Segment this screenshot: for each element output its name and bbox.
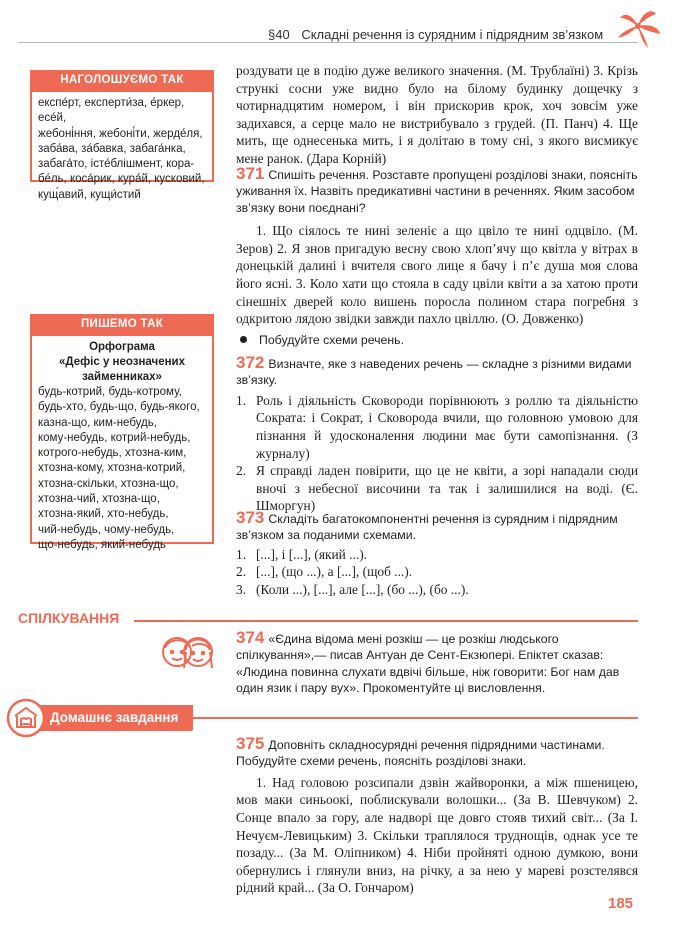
- exercise-task: Спишіть речення. Розставте пропущені розділові знаки, поясніть уживання їх. Назвіть предикативні частини в реченнях. Яким засобом зв’язку вони поєднані?: [236, 168, 638, 215]
- list-item: 1. Роль і діяльність Сковороди порівнюють з роллю та діяльністю Сократа: і Сократ, і Сковорода вчили, що головною умовою для пізнання й удосконалення людини має бути самопізнання. (З журналу): [236, 392, 638, 461]
- exercise-375: [236, 736, 638, 897]
- write-line: будь-котрий, будь-котрому,: [38, 386, 182, 398]
- write-line: будь-хто, будь-що, будь-якого,: [38, 401, 200, 414]
- exercise-number: 373: [236, 508, 265, 527]
- scheme-item: 2. [...], (що ...), а [...], (щоб ...).: [236, 564, 413, 580]
- write-line: казна-що, ким-небудь,: [38, 416, 157, 429]
- homework-rule: [193, 717, 638, 719]
- homework-title: Домашнє завдання: [50, 710, 179, 725]
- write-line: кому-небудь, котрий-небудь,: [38, 431, 191, 444]
- orfogram-title: Орфограма: [89, 341, 155, 353]
- orfogram-subtitle: «Дефіс у неозначених займенниках»: [58, 356, 186, 383]
- exercise-372: [236, 355, 638, 515]
- scheme-item: 3. (Коли ...), [...], але [...], (бо ...), (бо ...).: [236, 582, 469, 597]
- write-line: хтозна-кому, хтозна-котрий,: [38, 462, 186, 475]
- write-line: що-небудь, який-небудь: [38, 538, 166, 551]
- intro-text: роздувати це в подію дуже великого значення. (М. Трублаїні) 3. Крізь стрункі сосни уже видно було на білому будинку дощечку з чотирнадцятим номером, і він прискорив крок, хоч зовсім уже задихався, а серце мало не вистрибувало з грудей. (П. Панч) 4. Ще мить, ще однесенька мить, і я долітаю в тому сні, з якого висмикує мене ранок. (Дара Корній): [236, 63, 638, 166]
- communication-title: СПІЛКУВАННЯ: [18, 610, 120, 626]
- exercise-number: 371: [236, 164, 265, 183]
- write-line: котрого-небудь, хтозна-ким,: [38, 447, 187, 460]
- exercise-number: 372: [236, 353, 265, 372]
- bullet-icon: [240, 336, 247, 343]
- page-number: 185: [608, 895, 634, 912]
- exercise-text: 1. Над головою розсипали дзвін жайворонки, а між пшеницею, мов маки синьоокі, поблискували волошки... (За В. Шевчуком) 2. Сонце впало за гору, але надворі ще довго стояв тихий світ... (За І. Нечуєм-Левицьким) 3. Скільки траплялося труднощів, однак усе те позаду... (За М. Оліпником) 4. Ніби пройняті одною думкою, вони обернулись і глянули вниз, на річку, а за нею у мареві розстелявся рідний край... (За О. Гончаром): [236, 774, 638, 896]
- write-line: хтозна-який, хто-небудь,: [38, 508, 169, 521]
- list-item: 2. Я справді ладен повірити, що це не квіти, а зорі нападали сюди вночі з небесної височини та так і залишилися на воді. (Є. Шморгун): [236, 463, 638, 514]
- scheme-item: 1. [...], і [...], (який ...).: [236, 546, 368, 562]
- write-line: хтозна-скільки, хтозна-що,: [38, 477, 179, 490]
- stress-line: експе́рт, експерти́за, е́ркер, есе́й,: [38, 97, 185, 125]
- stress-line: заба́ва, за́бавка, забага́нка,: [38, 142, 186, 155]
- bullet-text: Побудуйте схеми речень.: [259, 332, 404, 347]
- header-rule: [18, 42, 638, 43]
- stress-box-text: [32, 92, 212, 207]
- write-box-title: ПИШЕМО ТАК: [30, 314, 214, 334]
- stress-box: [30, 90, 214, 201]
- write-line: чий-небудь, чому-небудь,: [38, 523, 175, 536]
- stress-line: бе́ль, коса́рик, кура́й, кусковий,: [38, 173, 205, 186]
- book-house-icon: [6, 698, 46, 738]
- communication-rule: [134, 620, 638, 622]
- stress-line: забага́то, істе́блішмент, кора-: [38, 158, 195, 171]
- stress-line: жебоні́ння, жебоні́ти, жерде́ля,: [38, 127, 203, 140]
- exercise-text: «Єдина відома мені розкіш — це розкіш людського спілкування»,— писав Антуан де Сент-Екзюпері. Епіктет сказав: «Людина повинна слухати вдвічі більше, ніж говорити: Бог нам дав один язик і пару вух». Прокоментуйте ці висловлення.: [236, 632, 620, 696]
- exercise-task: Доповніть складносурядні речення підрядними частинами. Побудуйте схеми речень, поясніть розділові знаки.: [236, 738, 605, 769]
- exercise-task: Складіть багатокомпонентні речення із сурядним і підрядним зв’язком за поданими схемами.: [236, 512, 618, 543]
- stress-line: кущ́авий, кущи́стий: [38, 188, 141, 201]
- exercise-374: [236, 630, 638, 697]
- exercise-task: Визначте, яке з наведених речень — складне з різними видами зв’язку.: [236, 357, 632, 388]
- intro-text-block: [236, 62, 638, 168]
- section-title: Складні речення із сурядним і підрядним зв’язком: [301, 27, 604, 42]
- stress-box-title: НАГОЛОШУЄМО ТАК: [30, 70, 214, 90]
- exercise-373: [236, 510, 638, 599]
- write-line: хтозна-чий, хтозна-що,: [38, 493, 160, 506]
- exercise-number: 374: [236, 628, 265, 647]
- two-faces-icon: [158, 630, 216, 674]
- flower-ornament-icon: [612, 6, 664, 52]
- exercise-371: [236, 166, 638, 348]
- running-header: [268, 27, 603, 42]
- exercise-number: 375: [236, 734, 265, 753]
- exercise-text: 1. Що сіялось те нині зеленіє а що цвіло те нині одцвіло. (М. Зеров) 2. Я знов пригадую весну свою хлоп’ячу що квітла у вітрах в донецькій далині і вчителя свого лице я бачу і п’є душа моя слова його ясні. 3. Коло хати що стояла в саду цвіли квіти а за хатою проти сінешніх дверей коло вишень поросла полином стара погребня з одкритою лядою звідки завжди пахло цвіллю. (О. Довженко): [236, 223, 638, 327]
- write-box: [30, 334, 214, 551]
- section-number: §40: [268, 27, 290, 42]
